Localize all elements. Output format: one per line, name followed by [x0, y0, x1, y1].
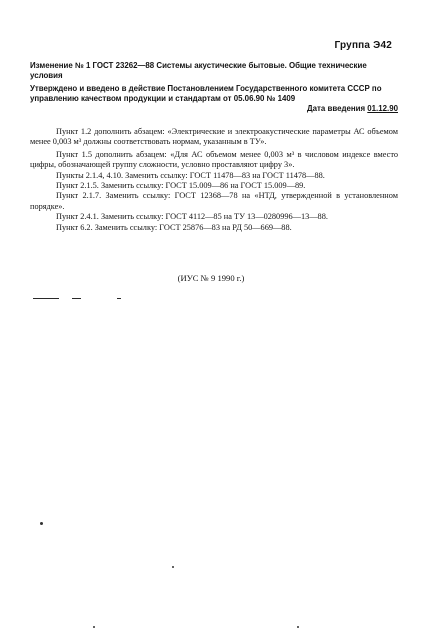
effective-date-label: Дата введения — [307, 104, 366, 113]
paragraph-2-1-5: Пункт 2.1.5. Заменить ссылку: ГОСТ 15.009—86 на ГОСТ 15.009—89. — [56, 181, 306, 191]
amendment-heading: Изменение № 1 ГОСТ 23262—88 Системы акустические бытовые. Общие технические условия — [30, 61, 367, 81]
paragraph-1-2: Пункт 1.2 дополнить абзацем: «Электрические и электроакустические параметры АС объемом менее 0,003 м³ должны соответствовать нормам, указанным в ТУ». — [30, 127, 398, 147]
separator-dash — [117, 298, 121, 299]
paragraph-6-2: Пункт 6.2. Заменить ссылку: ГОСТ 25876—83 на РД 50—669—88. — [56, 222, 292, 232]
scan-speck — [297, 626, 299, 628]
scan-speck — [93, 626, 95, 628]
separator-dash — [72, 298, 81, 299]
group-label: Группа Э42 — [334, 40, 392, 51]
effective-date-line — [307, 104, 398, 113]
scan-speck — [172, 566, 174, 568]
scan-speck — [40, 522, 43, 525]
ius-note: (ИУС № 9 1990 г.) — [177, 273, 245, 283]
paragraph-2-4-1: Пункт 2.4.1. Заменить ссылку: ГОСТ 4112—85 на ТУ 13—0280996—13—88. — [56, 212, 328, 222]
approval-statement: Утверждено и введено в действие Постановлением Государственного комитета СССР по управлению качеством продукции и стандартам от 05.06.90 № 1409 — [30, 84, 382, 104]
paragraph-2-1-4: Пункты 2.1.4, 4.10. Заменить ссылку: ГОСТ 11478—83 на ГОСТ 11478—88. — [56, 170, 325, 180]
paragraph-2-1-7: Пункт 2.1.7. Заменить ссылку: ГОСТ 12368—78 на «НТД, утвержденной в установленном порядке». — [30, 191, 398, 211]
separator-dash — [33, 298, 59, 299]
amendment-body — [30, 127, 398, 233]
effective-date-value: 01.12.90 — [367, 104, 398, 113]
paragraph-1-5: Пункт 1.5 дополнить абзацем: «Для АС объемом менее 0,003 м³ в числовом индексе вместо цифры, обозначающей группу сложности, условно проставляют цифру 3». — [30, 149, 398, 170]
